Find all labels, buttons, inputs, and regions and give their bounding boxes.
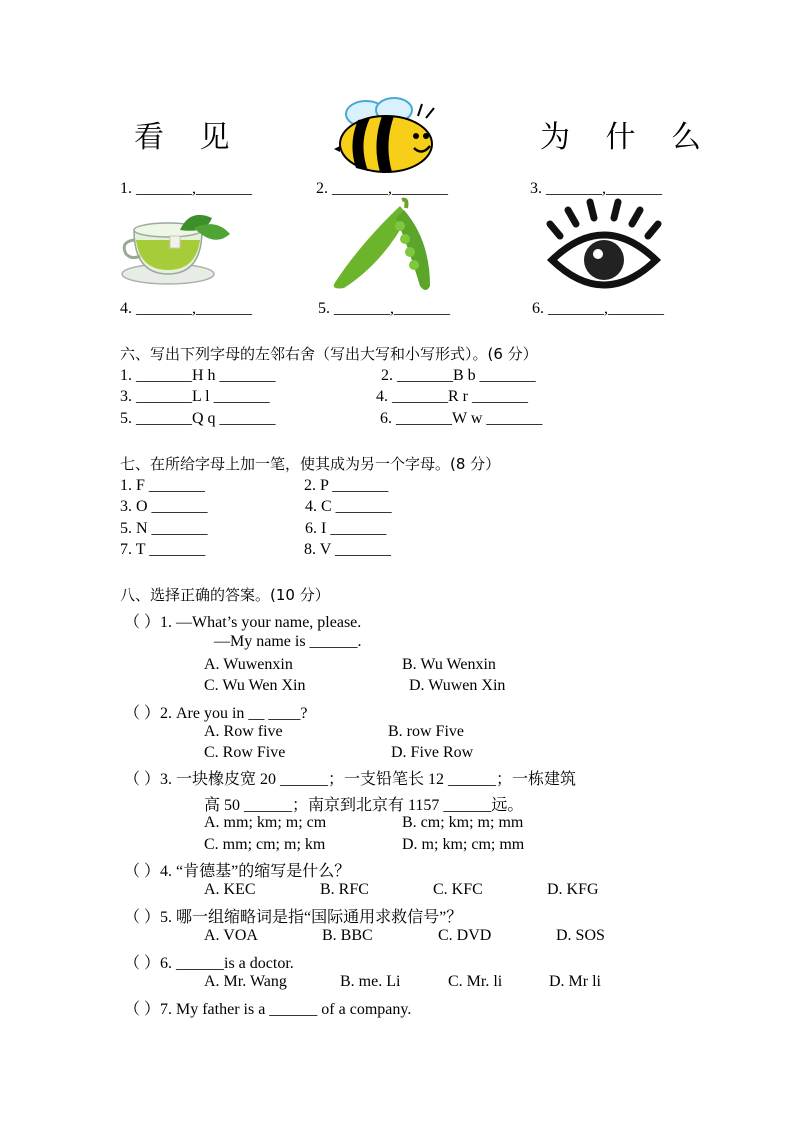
picture-label-1: 1. _______,_______ [120, 180, 252, 197]
section6-item-5: 5. _______Q q _______ [120, 410, 276, 427]
q1-stem: （ ）1. —What’s your name, please. [124, 614, 362, 631]
picture-label-4: 4. _______,_______ [120, 300, 252, 317]
section7-item-8: 8. V _______ [304, 541, 391, 558]
q6-option-d: D. Mr li [549, 973, 601, 990]
section7-item-6: 6. I _______ [305, 520, 387, 537]
q3-stem-2: 高 50 ______；南京到北京有 1157 ______远。 [204, 797, 524, 814]
pea-pod-picture [330, 196, 440, 296]
q2-option-b: B. row Five [388, 723, 464, 740]
q2-option-d: D. Five Row [391, 744, 474, 761]
section6-item-1: 1. _______H h _______ [120, 367, 276, 384]
section7-item-3: 3. O _______ [120, 498, 208, 515]
section7-item-1: 1. F _______ [120, 477, 205, 494]
picture-label-6: 6. _______,_______ [532, 300, 664, 317]
section7-item-7: 7. T _______ [120, 541, 206, 558]
q1-option-a: A. Wuwenxin [204, 656, 293, 673]
section6-item-6: 6. _______W w _______ [380, 410, 543, 427]
q2-option-a: A. Row five [204, 723, 283, 740]
q3-option-d: D. m; km; cm; mm [402, 836, 525, 853]
q6-option-b: B. me. Li [340, 973, 401, 990]
section7-item-2: 2. P _______ [304, 477, 389, 494]
header-right-word: 为 什 么 [540, 121, 715, 154]
section7-title: 七、在所给字母上加一笔，使其成为另一个字母。(8 分） [120, 455, 501, 473]
q6-stem: （ ）6. ______is a doctor. [124, 955, 294, 972]
q4-option-c: C. KFC [433, 881, 483, 898]
q3-option-b: B. cm; km; m; mm [402, 814, 524, 831]
section6-item-4: 4. _______R r _______ [376, 388, 528, 405]
q1-option-b: B. Wu Wenxin [402, 656, 496, 673]
section6-title: 六、写出下列字母的左邻右舍（写出大写和小写形式）。(6 分） [120, 345, 538, 363]
q3-option-c: C. mm; cm; m; km [204, 836, 326, 853]
section6-item-3: 3. _______L l _______ [120, 388, 270, 405]
picture-label-2: 2. _______,_______ [316, 180, 448, 197]
tea-cup-picture [120, 200, 232, 290]
q3-option-a: A. mm; km; m; cm [204, 814, 327, 831]
q6-option-c: C. Mr. li [448, 973, 503, 990]
q5-stem: （ ）5. 哪一组缩略词是指“国际通用求救信号”？ [124, 909, 463, 926]
q4-option-d: D. KFG [547, 881, 599, 898]
q5-option-c: C. DVD [438, 927, 492, 944]
q6-option-a: A. Mr. Wang [204, 973, 287, 990]
section7-item-4: 4. C _______ [305, 498, 392, 515]
q4-option-b: B. RFC [320, 881, 369, 898]
eye-picture [546, 198, 662, 296]
q1-option-d: D. Wuwen Xin [409, 677, 506, 694]
q4-stem: （ ）4. “肯德基”的缩写是什么？ [124, 863, 351, 880]
section6-item-2: 2. _______B b _______ [381, 367, 536, 384]
q5-option-d: D. SOS [556, 927, 605, 944]
q2-stem: （ ）2. Are you in __ ____? [124, 705, 308, 722]
section7-item-5: 5. N _______ [120, 520, 208, 537]
q1-stem-2: —My name is ______. [214, 633, 362, 650]
q7-stem: （ ）7. My father is a ______ of a company. [124, 1001, 412, 1018]
section8-title: 八、选择正确的答案。(10 分） [120, 586, 330, 604]
picture-label-5: 5. _______,_______ [318, 300, 450, 317]
q3-stem: （ ）3. 一块橡皮宽 20 ______；一支铅笔长 12 ______；一栋建筑 [124, 771, 577, 788]
q5-option-b: B. BBC [322, 927, 373, 944]
q2-option-c: C. Row Five [204, 744, 286, 761]
header-left-word: 看 见 [134, 121, 244, 154]
q1-option-c: C. Wu Wen Xin [204, 677, 306, 694]
q4-option-a: A. KEC [204, 881, 256, 898]
bee-picture [334, 96, 442, 174]
picture-label-3: 3. _______,_______ [530, 180, 662, 197]
q5-option-a: A. VOA [204, 927, 258, 944]
